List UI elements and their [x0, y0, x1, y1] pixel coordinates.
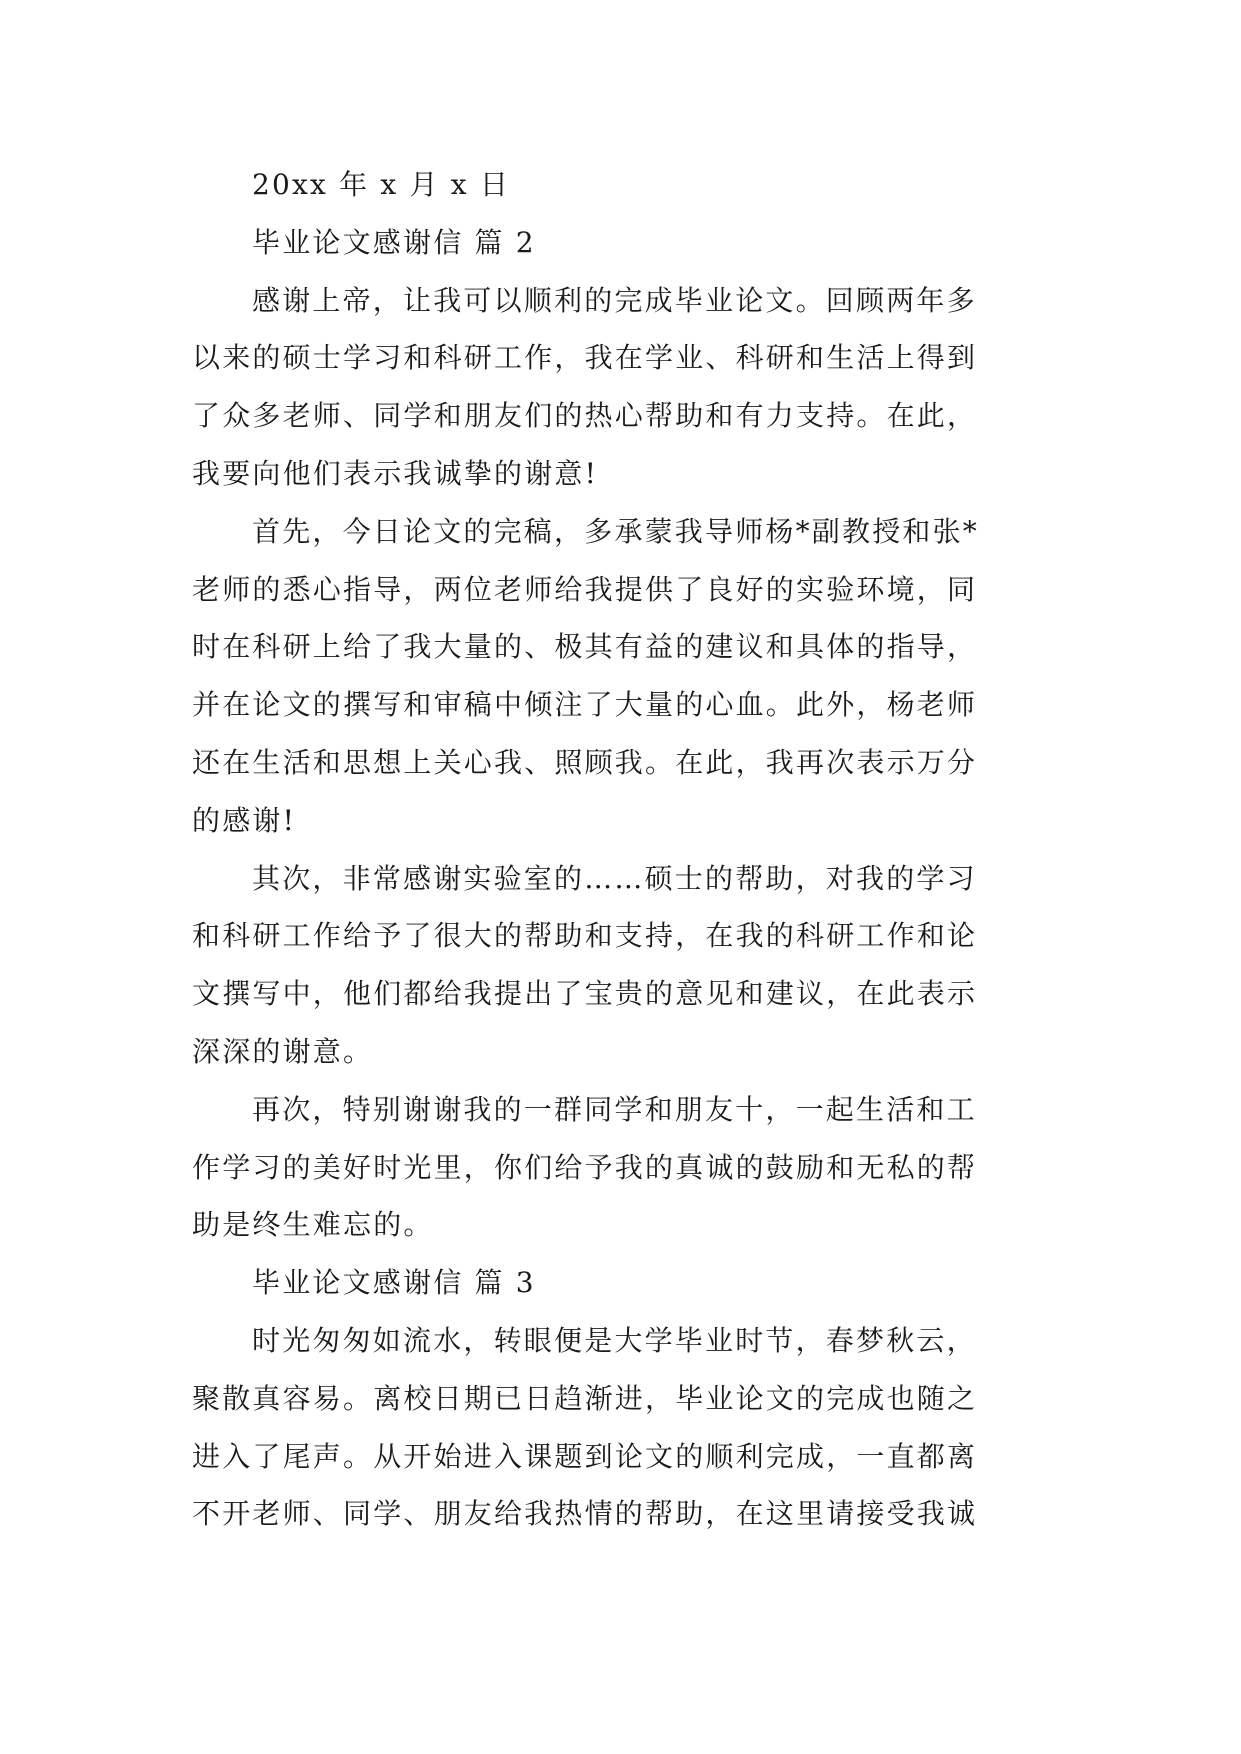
text-line: 作学习的美好时光里，你们给予我的真诚的鼓励和无私的帮 [192, 1150, 978, 1184]
text-line: 我要向他们表示我诚挚的谢意! [192, 456, 599, 490]
text-line: 的感谢! [192, 803, 297, 837]
text-line: 时在科研上给了我大量的、极其有益的建议和具体的指导， [192, 630, 978, 664]
text-line: 以来的硕士学习和科研工作，我在学业、科研和生活上得到 [192, 341, 978, 375]
text-line: 首先，今日论文的完稿，多承蒙我导师杨*副教授和张* [252, 514, 980, 548]
text-line: 不开老师、同学、朋友给我热情的帮助，在这里请接受我诚 [192, 1497, 978, 1531]
text-line: 其次，非常感谢实验室的……硕士的帮助，对我的学习 [252, 861, 977, 895]
text-line: 还在生活和思想上关心我、照顾我。在此，我再次表示万分 [192, 745, 978, 779]
text-line: 再次，特别谢谢我的一群同学和朋友十，一起生活和工 [252, 1092, 977, 1126]
section-heading-2: 毕业论文感谢信 篇 2 [252, 225, 536, 259]
section-heading-3: 毕业论文感谢信 篇 3 [252, 1266, 536, 1300]
text-line: 并在论文的撰写和审稿中倾注了大量的心血。此外，杨老师 [192, 688, 978, 722]
text-line: 助是终生难忘的。 [192, 1208, 434, 1242]
document-body [192, 156, 1062, 1543]
text-line: 感谢上帝，让我可以顺利的完成毕业论文。回顾两年多 [252, 283, 977, 317]
text-line: 进入了尾声。从开始进入课题到论文的顺利完成，一直都离 [192, 1439, 978, 1473]
text-line: 聚散真容易。离校日期已日趋渐进，毕业论文的完成也随之 [192, 1381, 978, 1415]
text-line: 了众多老师、同学和朋友们的热心帮助和有力支持。在此， [192, 399, 978, 433]
text-line: 老师的悉心指导，两位老师给我提供了良好的实验环境，同 [192, 572, 978, 606]
text-line: 文撰写中，他们都给我提出了宝贵的意见和建议，在此表示 [192, 977, 978, 1011]
date-line: 20xx 年 x 月 x 日 [252, 168, 511, 201]
text-line: 时光匆匆如流水，转眼便是大学毕业时节，春梦秋云， [252, 1323, 977, 1357]
text-line: 深深的谢意。 [192, 1034, 374, 1068]
text-line: 和科研工作给予了很大的帮助和支持，在我的科研工作和论 [192, 919, 978, 953]
